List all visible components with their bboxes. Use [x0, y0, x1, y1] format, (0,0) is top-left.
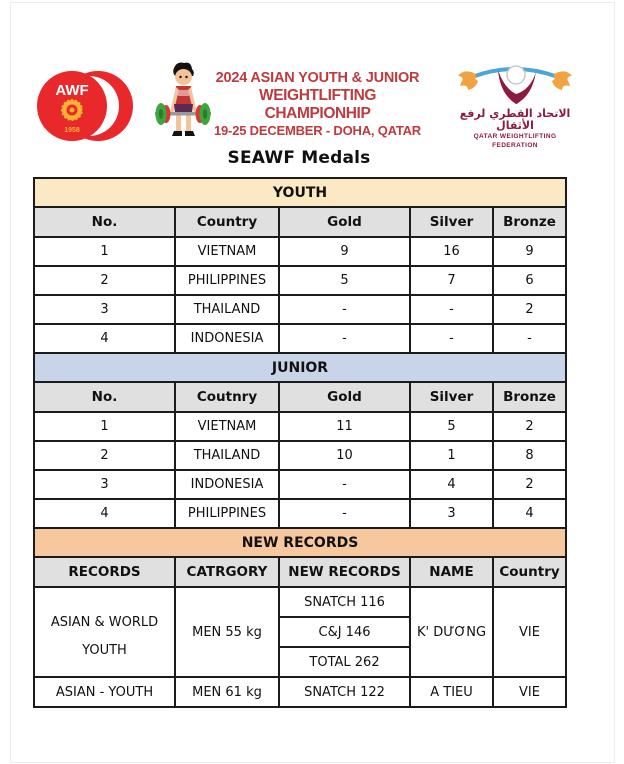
event-title-line2: WEIGHTLIFTING CHAMPIONHIP — [258, 87, 377, 122]
junior-section-row — [34, 353, 566, 382]
cell-silver: 4 — [410, 470, 493, 499]
cell-bronze: 2 — [493, 470, 566, 499]
qwf-hand-icon — [552, 71, 572, 90]
event-title — [205, 70, 430, 139]
cell-gold: - — [279, 295, 410, 324]
cell-bronze: 6 — [493, 266, 566, 295]
cell-no: 4 — [34, 324, 175, 353]
cell-record-entry: SNATCH 122 — [279, 677, 410, 707]
cell-country: THAILAND — [175, 295, 279, 324]
cell-silver: 16 — [410, 237, 493, 266]
qwf-logo-graphic — [450, 60, 580, 112]
medals-table — [33, 177, 567, 708]
column-header-name: NAME — [410, 557, 493, 587]
event-title-line1: 2024 ASIAN YOUTH & JUNIOR — [215, 70, 420, 86]
cell-country: THAILAND — [175, 441, 279, 470]
youth-row-2 — [34, 266, 566, 295]
column-header-records: RECORDS — [34, 557, 175, 587]
cell-gold: 11 — [279, 412, 410, 441]
column-header-gold: Gold — [279, 207, 410, 237]
cell-country-code: VIE — [493, 677, 566, 707]
cell-no: 3 — [34, 295, 175, 324]
cell-gold: - — [279, 499, 410, 528]
document-header — [0, 0, 624, 150]
youth-row-1 — [34, 237, 566, 266]
junior-row-4 — [34, 499, 566, 528]
column-header-silver: Silver — [410, 382, 493, 412]
awf-logo — [36, 68, 136, 144]
cell-silver: 3 — [410, 499, 493, 528]
record-scope-line2: YOUTH — [82, 643, 127, 658]
cell-bronze: 2 — [493, 295, 566, 324]
youth-row-4 — [34, 324, 566, 353]
column-header-gold: Gold — [279, 382, 410, 412]
cell-silver: 7 — [410, 266, 493, 295]
qatar-weightlifting-federation-logo — [450, 60, 580, 149]
youth-row-3 — [34, 295, 566, 324]
column-header-category: CATRGORY — [175, 557, 279, 587]
cell-record-scope — [34, 587, 175, 677]
cell-no: 3 — [34, 470, 175, 499]
column-header-silver: Silver — [410, 207, 493, 237]
column-header-country: Coutnry — [175, 382, 279, 412]
cell-silver: - — [410, 324, 493, 353]
cell-bronze: - — [493, 324, 566, 353]
cell-country: INDONESIA — [175, 470, 279, 499]
cell-athlete-name: K' DƯƠNG — [410, 587, 493, 677]
qwf-english-name: QATAR WEIGHTLIFTING FEDERATION — [473, 133, 557, 149]
cell-silver: 1 — [410, 441, 493, 470]
junior-section-header: JUNIOR — [34, 353, 566, 382]
junior-column-header-row — [34, 382, 566, 412]
column-header-bronze: Bronze — [493, 207, 566, 237]
cell-country: VIETNAM — [175, 412, 279, 441]
column-header-no: No. — [34, 207, 175, 237]
junior-row-2 — [34, 441, 566, 470]
cell-no: 1 — [34, 237, 175, 266]
cell-record-entry: SNATCH 116 — [279, 587, 410, 617]
cell-country: PHILIPPINES — [175, 266, 279, 295]
column-header-new-records: NEW RECORDS — [279, 557, 410, 587]
cell-no: 4 — [34, 499, 175, 528]
cell-no: 2 — [34, 266, 175, 295]
cell-silver: - — [410, 295, 493, 324]
cell-gold: - — [279, 470, 410, 499]
youth-column-header-row — [34, 207, 566, 237]
record-row-asian-youth — [34, 677, 566, 707]
cell-country: PHILIPPINES — [175, 499, 279, 528]
column-header-no: No. — [34, 382, 175, 412]
records-section-header: NEW RECORDS — [34, 528, 566, 557]
records-column-header-row — [34, 557, 566, 587]
cell-no: 2 — [34, 441, 175, 470]
cell-record-scope: ASIAN - YOUTH — [34, 677, 175, 707]
junior-row-1 — [34, 412, 566, 441]
column-header-country: Country — [175, 207, 279, 237]
cell-gold: - — [279, 324, 410, 353]
record-row-snatch — [34, 587, 566, 617]
cell-record-entry: C&J 146 — [279, 617, 410, 647]
cell-record-entry: TOTAL 262 — [279, 647, 410, 677]
cell-category: MEN 61 kg — [175, 677, 279, 707]
event-title-line3: 19-25 DECEMBER - DOHA, QATAR — [214, 123, 421, 138]
cell-gold: 5 — [279, 266, 410, 295]
youth-section-row — [34, 178, 566, 207]
column-header-bronze: Bronze — [493, 382, 566, 412]
page-title: SEAWF Medals — [227, 148, 371, 168]
cell-bronze: 9 — [493, 237, 566, 266]
mascot-weightlifter-illustration — [154, 60, 212, 144]
qwf-hand-icon — [458, 71, 478, 90]
awf-logo-graphic — [36, 68, 136, 144]
record-scope-line1: ASIAN & WORLD — [50, 615, 159, 630]
cell-bronze: 8 — [493, 441, 566, 470]
cell-gold: 10 — [279, 441, 410, 470]
mascot-graphic — [154, 60, 212, 144]
cell-category: MEN 55 kg — [175, 587, 279, 677]
cell-country: INDONESIA — [175, 324, 279, 353]
cell-bronze: 2 — [493, 412, 566, 441]
records-section-row — [34, 528, 566, 557]
cell-no: 1 — [34, 412, 175, 441]
youth-section-header: YOUTH — [34, 178, 566, 207]
column-header-country: Country — [493, 557, 566, 587]
cell-athlete-name: A TIEU — [410, 677, 493, 707]
qwf-arabic-name: الاتحاد القطري لرفع الأثقال — [459, 107, 571, 132]
cell-country: VIETNAM — [175, 237, 279, 266]
awf-sunburst-icon — [61, 99, 83, 121]
cell-silver: 5 — [410, 412, 493, 441]
junior-row-3 — [34, 470, 566, 499]
awf-acronym: AWF — [55, 82, 89, 99]
awf-year: 1958 — [64, 127, 80, 134]
cell-country-code: VIE — [493, 587, 566, 677]
cell-bronze: 4 — [493, 499, 566, 528]
cell-gold: 9 — [279, 237, 410, 266]
